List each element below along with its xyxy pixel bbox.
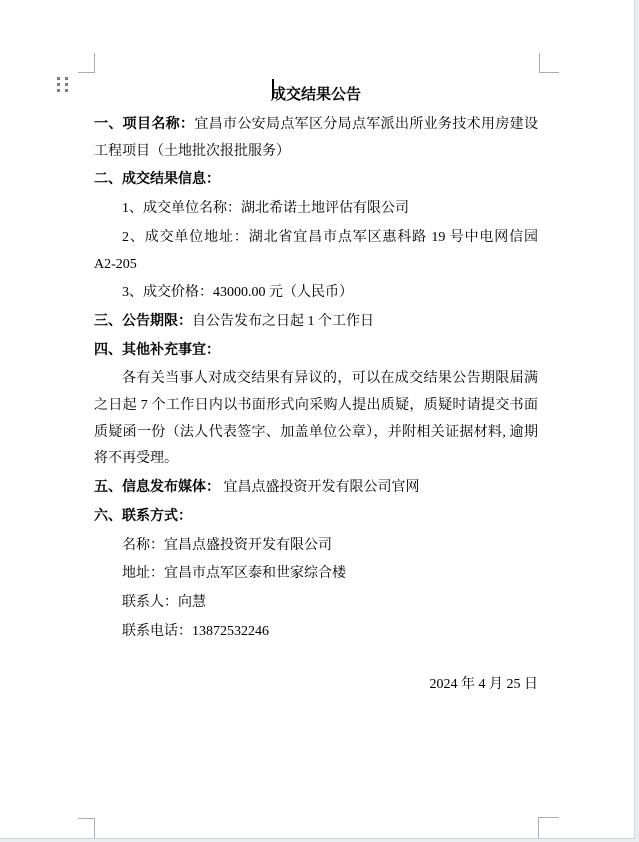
canvas-right-strip: [635, 0, 639, 842]
paragraph-result-info-heading: [94, 165, 538, 194]
paragraph-text: 宜昌点盛投资开发有限公司官网: [220, 480, 420, 496]
paragraph-label: 六、联系方式：: [94, 506, 192, 523]
paragraph-text: 自公告发布之日起 1 个工作日: [192, 313, 374, 329]
paragraph-text: 2、成交单位地址：湖北省宜昌市点军区惠科路 19 号中电网信园 A2-205: [94, 229, 538, 272]
paragraph-text: 宜昌市公安局点军区分局点军派出所业务技术用房建设工程项目（土地批次报批服务）: [94, 117, 539, 159]
drag-handle-icon[interactable]: [57, 77, 69, 94]
paragraph-label: 一、项目名称：: [94, 115, 195, 131]
document-date: 2024 年 4 月 25 日: [429, 677, 538, 693]
document-title: 成交结果公告: [270, 86, 361, 103]
paragraph-label: 二、成交结果信息：: [94, 170, 220, 187]
paragraph-text: 3、成交价格：43000.00 元（人民币）: [122, 285, 353, 301]
paragraph-contact-address: [94, 559, 538, 588]
paragraph-project-name: [94, 110, 538, 165]
paragraph-label: 四、其他补充事宜：: [94, 340, 220, 357]
document-content[interactable]: [94, 80, 538, 699]
paragraph-contact-person: [94, 588, 538, 617]
paragraph-contact-heading: [94, 502, 538, 531]
paragraph-publish-media: [94, 473, 538, 502]
paragraph-contact-name: [94, 531, 538, 560]
paragraph-supplementary-heading: [94, 336, 538, 365]
paragraph-winner-address: [94, 223, 538, 278]
paragraph-text: 联系人：向慧: [122, 594, 206, 610]
paragraph-winner-name: [94, 194, 538, 223]
paragraph-label: 五、信息发布媒体：: [94, 478, 220, 495]
margin-mark-bottom-left: [78, 818, 95, 838]
margin-mark-top-left: [78, 53, 95, 73]
paragraph-price: [94, 278, 538, 307]
paragraph-text: 地址：宜昌市点军区泰和世家综合楼: [122, 566, 346, 582]
paragraph-text: 各有关当事人对成交结果有异议的，可以在成交结果公告期限届满之日起 7 个工作日内以书面形式向采购人提出质疑，质疑时请提交书面质疑函一份（法人代表签字、加盖单位公章），并附相关证据材料, 逾期将不再受理。: [94, 371, 538, 467]
paragraph-contact-phone: [94, 617, 538, 646]
paragraph-objection-notice: [94, 364, 538, 473]
paragraph-announcement-period: [94, 307, 538, 336]
margin-mark-bottom-right: [538, 817, 559, 838]
paragraph-text: 1、成交单位名称：湖北希诺土地评估有限公司: [122, 201, 409, 217]
paragraph-text: 名称：宜昌点盛投资开发有限公司: [122, 537, 332, 553]
margin-mark-top-right: [539, 53, 559, 73]
paragraph-text: 联系电话：13872532246: [122, 623, 269, 639]
paragraph-label: 三、公告期限：: [94, 311, 192, 328]
